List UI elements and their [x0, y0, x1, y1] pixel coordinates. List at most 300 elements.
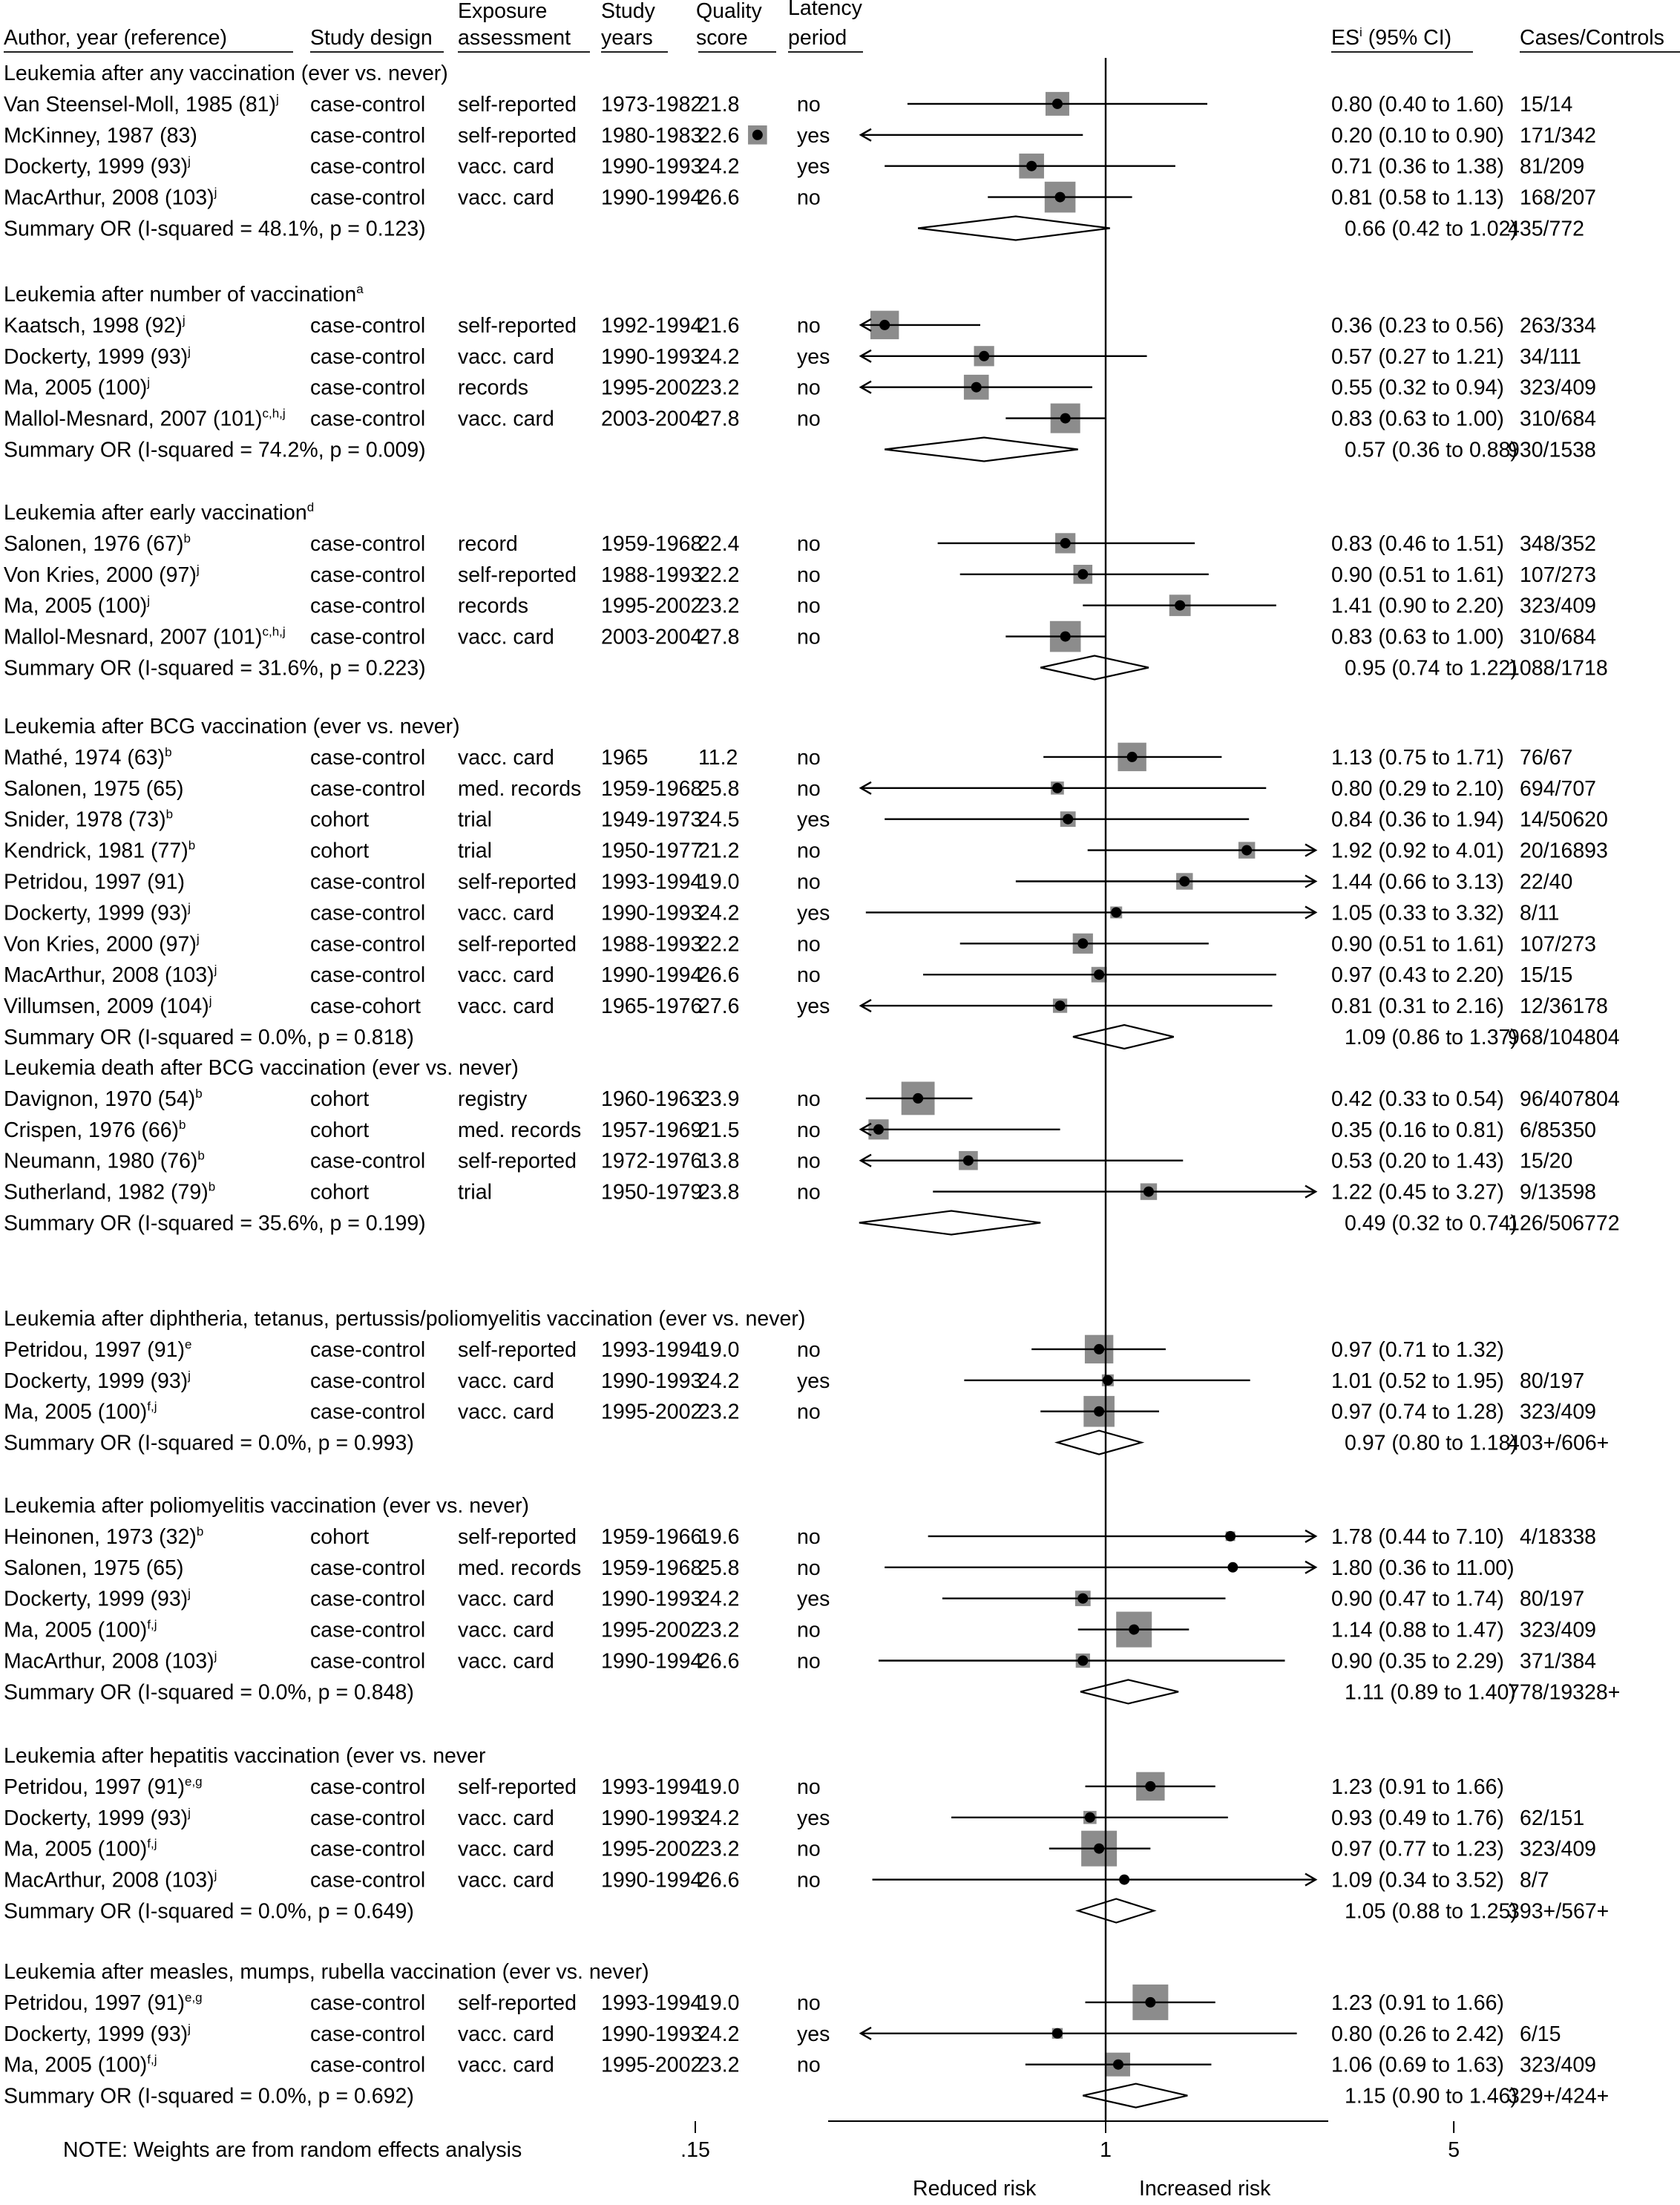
study-author: Crispen, 1976 $(66)^b$	[4, 1117, 186, 1142]
study-design: case-control	[310, 594, 426, 618]
effect-size-ci: 1.78 (0.44 to 7.10)	[1331, 1524, 1504, 1549]
study-design: case-control	[310, 932, 426, 957]
quality-score: 24.2	[698, 344, 740, 369]
study-years: 1990-1993	[601, 154, 703, 179]
point-estimate	[1119, 1875, 1129, 1885]
study-author: Dockerty, 1999 $(93)^j$	[4, 344, 191, 369]
point-estimate	[1094, 1344, 1104, 1354]
point-estimate	[963, 1156, 974, 1166]
group-6	[4, 1307, 1609, 1455]
cases-controls: 15/15	[1520, 963, 1573, 988]
study-years: 2003-2004	[601, 407, 703, 431]
cases-controls: 310/684	[1520, 407, 1597, 431]
study-design: case-control	[310, 1837, 426, 1861]
quality-score: 26.6	[698, 963, 740, 988]
exposure-assessment: vacc. card	[458, 995, 554, 1019]
study-design: cohort	[310, 1118, 370, 1142]
summary-diamond	[859, 1211, 1040, 1235]
summary-cases-controls: 435/772	[1508, 217, 1585, 241]
cases-controls: 15/20	[1520, 1149, 1573, 1173]
group-3	[4, 500, 1608, 681]
quality-score: 19.0	[698, 1337, 740, 1362]
study-years: 1959-1966	[601, 1524, 703, 1549]
study-row	[4, 1524, 1596, 1549]
point-estimate	[1055, 192, 1066, 203]
cases-controls: 6/15	[1520, 2022, 1561, 2046]
study-row	[4, 1118, 1596, 1142]
study-author: Davignon, 1970 $(54)^b$	[4, 1086, 203, 1111]
effect-size-ci: 0.80 (0.26 to 2.42)	[1331, 2022, 1504, 2046]
study-row	[4, 900, 1559, 925]
point-estimate	[1052, 783, 1063, 793]
quality-score: 23.8	[698, 1180, 740, 1205]
latency-period: no	[797, 594, 821, 618]
study-years: 1993-1994	[601, 870, 703, 894]
cases-controls: 6/85350	[1520, 1118, 1597, 1142]
study-years: 1973-1982	[601, 92, 703, 117]
study-years: 1957-1969	[601, 1118, 703, 1142]
effect-size-ci: 1.23 (0.91 to 1.66)	[1331, 1991, 1504, 2015]
point-estimate	[1055, 1000, 1066, 1011]
exposure-assessment: vacc. card	[458, 1369, 554, 1393]
summary-row	[4, 2084, 1609, 2109]
study-years: 1959-1968	[601, 776, 703, 801]
cases-controls: 694/707	[1520, 776, 1597, 801]
group-2	[4, 282, 1596, 462]
study-author: Mathé, 1974 $(63)^b$	[4, 744, 172, 770]
study-author: Mallol-Mesnard, 2007 $(101)^{c,h,j}$	[4, 624, 286, 649]
summary-label: Summary OR (I-squared = 0.0%, p = 0.818)	[4, 1026, 414, 1049]
study-author: Dockerty, 1999 $(93)^j$	[4, 1586, 191, 1611]
study-author: Ma, 2005 $(100)^j$	[4, 375, 151, 400]
study-author: Ma, 2005 $(100)^{f,j}$	[4, 1399, 157, 1424]
latency-period: no	[797, 1149, 821, 1173]
quality-score: 25.8	[698, 1556, 740, 1580]
latency-period: no	[797, 839, 821, 863]
exposure-assessment: self-reported	[458, 1337, 577, 1362]
header-row	[4, 0, 1680, 52]
exposure-assessment: trial	[458, 807, 492, 832]
x-tick-label: 5	[1448, 2138, 1460, 2162]
axis-label-reduced-risk: Reduced risk	[913, 2177, 1037, 2201]
exposure-assessment: vacc. card	[458, 1400, 554, 1424]
study-design: case-control	[310, 92, 426, 117]
point-estimate	[1145, 1781, 1155, 1792]
effect-size-ci: 0.97 (0.71 to 1.32)	[1331, 1337, 1504, 1362]
header-study-years: years	[601, 26, 653, 50]
effect-size-ci: 1.05 (0.33 to 3.32)	[1331, 901, 1504, 925]
summary-es-ci: 0.57 (0.36 to 0.88)	[1345, 438, 1517, 462]
group-title: Leukemia after measles, mumps, rubella vaccination (ever vs. never)	[4, 1960, 649, 1984]
study-author: MacArthur, 2008 $(103)^j$	[4, 1867, 217, 1893]
study-years: 1990-1994	[601, 186, 703, 210]
study-years: 1995-2002	[601, 1618, 703, 1642]
summary-cases-controls: 778/19328+	[1508, 1680, 1621, 1705]
latency-period: no	[797, 625, 821, 649]
study-years: 1995-2002	[601, 1400, 703, 1424]
group-1	[4, 62, 1596, 241]
header-latency: Latency	[788, 0, 862, 20]
quality-score: 23.2	[698, 376, 740, 400]
latency-period: yes	[797, 1806, 830, 1830]
study-row	[4, 994, 1608, 1018]
summary-es-ci: 0.97 (0.80 to 1.18)	[1345, 1431, 1517, 1455]
effect-size-ci: 0.55 (0.32 to 0.94)	[1331, 376, 1504, 400]
summary-label: Summary OR (I-squared = 0.0%, p = 0.692)	[4, 2084, 414, 2109]
exposure-assessment: registry	[458, 1087, 528, 1111]
study-author: Ma, 2005 $(100)^j$	[4, 593, 151, 618]
study-author: Von Kries, 2000 $(97)^j$	[4, 562, 200, 587]
point-estimate	[1129, 1625, 1139, 1635]
exposure-assessment: vacc. card	[458, 186, 554, 210]
weights-note: NOTE: Weights are from random effects analysis	[63, 2138, 522, 2162]
group-4	[4, 715, 1620, 1049]
effect-size-ci: 1.23 (0.91 to 1.66)	[1331, 1775, 1504, 1799]
exposure-assessment: vacc. card	[458, 625, 554, 649]
quality-score: 27.6	[698, 995, 740, 1019]
study-years: 1990-1994	[601, 1649, 703, 1674]
cases-controls: 371/384	[1520, 1649, 1597, 1674]
effect-size-ci: 1.22 (0.45 to 3.27)	[1331, 1180, 1504, 1205]
exposure-assessment: records	[458, 594, 529, 618]
study-author: MacArthur, 2008 $(103)^j$	[4, 963, 217, 988]
study-design: cohort	[310, 839, 370, 863]
study-row	[4, 1649, 1596, 1674]
effect-size-ci: 1.14 (0.88 to 1.47)	[1331, 1618, 1504, 1642]
cases-controls: 310/684	[1520, 625, 1597, 649]
summary-label: Summary OR (I-squared = 48.1%, p = 0.123)	[4, 217, 426, 241]
cases-controls: 323/409	[1520, 1400, 1597, 1424]
study-design: case-control	[310, 1775, 426, 1799]
study-row	[4, 1149, 1572, 1173]
group-8	[4, 1744, 1609, 1924]
study-author: Dockerty, 1999 $(93)^j$	[4, 2021, 191, 2046]
study-row	[4, 1369, 1584, 1393]
effect-size-ci: 0.84 (0.36 to 1.94)	[1331, 807, 1504, 832]
effect-size-ci: 0.80 (0.29 to 2.10)	[1331, 776, 1504, 801]
summary-cases-controls: 126/506772	[1508, 1211, 1620, 1236]
exposure-assessment: vacc. card	[458, 1587, 554, 1611]
summary-cases-controls: 403+/606+	[1508, 1431, 1610, 1455]
latency-period: no	[797, 1775, 821, 1799]
latency-period: no	[797, 1837, 821, 1861]
quality-score: 27.8	[698, 407, 740, 431]
study-row	[4, 1985, 1504, 2020]
point-estimate	[1077, 1593, 1088, 1604]
study-row	[4, 963, 1572, 987]
header-study-design: Study design	[310, 26, 433, 50]
header-es: $ES^i$ (95% CI)	[1331, 25, 1452, 50]
effect-size-ci: 0.90 (0.47 to 1.74)	[1331, 1587, 1504, 1611]
study-design: case-control	[310, 154, 426, 179]
latency-period: yes	[797, 807, 830, 832]
point-estimate	[1077, 569, 1088, 580]
study-years: 1995-2002	[601, 1837, 703, 1861]
group-title: Leukemia after hepatitis vaccination (ever vs. never	[4, 1744, 486, 1768]
group-5	[4, 1056, 1620, 1236]
effect-size-ci: 0.83 (0.63 to 1.00)	[1331, 625, 1504, 649]
summary-es-ci: 1.15 (0.90 to 1.46)	[1345, 2084, 1517, 2109]
exposure-assessment: record	[458, 531, 518, 556]
point-estimate	[1052, 2028, 1063, 2039]
header-exposure: Exposure	[458, 0, 548, 23]
effect-size-ci: 0.35 (0.16 to 0.81)	[1331, 1118, 1504, 1142]
exposure-assessment: vacc. card	[458, 1649, 554, 1674]
axis-label-increased-risk: Increased risk	[1139, 2177, 1271, 2201]
quality-score: 21.8	[698, 92, 740, 117]
study-row	[4, 1831, 1596, 1867]
summary-row	[4, 1899, 1609, 1924]
study-row	[4, 594, 1596, 618]
quality-score: 24.2	[698, 901, 740, 925]
quality-score: 27.8	[698, 625, 740, 649]
exposure-assessment: self-reported	[458, 563, 577, 587]
quality-score: 19.0	[698, 1991, 740, 2015]
point-estimate	[1103, 1375, 1113, 1386]
summary-diamond	[1040, 656, 1149, 680]
point-estimate	[1052, 99, 1063, 109]
effect-size-ci: 1.09 (0.34 to 3.52)	[1331, 1868, 1504, 1893]
summary-diamond	[1057, 1431, 1141, 1455]
cases-controls: 323/409	[1520, 2053, 1597, 2077]
cases-controls: 168/207	[1520, 186, 1597, 210]
exposure-assessment: vacc. card	[458, 2022, 554, 2046]
study-years: 1995-2002	[601, 376, 703, 400]
study-design: case-control	[310, 1806, 426, 1830]
summary-cases-controls: 968/104804	[1508, 1026, 1620, 1049]
study-design: case-control	[310, 531, 426, 556]
study-design: case-control	[310, 563, 426, 587]
cases-controls: 107/273	[1520, 563, 1597, 587]
study-row	[4, 1180, 1596, 1205]
cases-controls: 62/151	[1520, 1806, 1585, 1830]
quality-score: 26.6	[698, 1649, 740, 1674]
exposure-assessment: med. records	[458, 1118, 582, 1142]
point-estimate	[979, 351, 989, 361]
exposure-assessment: vacc. card	[458, 2053, 554, 2077]
study-years: 1995-2002	[601, 594, 703, 618]
study-author: Salonen, 1976 $(67)^b$	[4, 531, 191, 556]
quality-score: 22.4	[698, 531, 740, 556]
study-design: cohort	[310, 1180, 370, 1205]
effect-size-ci: 0.42 (0.33 to 0.54)	[1331, 1087, 1504, 1111]
effect-size-ci: 1.41 (0.90 to 2.20)	[1331, 594, 1504, 618]
study-design: case-control	[310, 1337, 426, 1362]
study-years: 1993-1994	[601, 1991, 703, 2015]
latency-period: no	[797, 1556, 821, 1580]
summary-es-ci: 0.95 (0.74 to 1.22)	[1345, 656, 1517, 681]
latency-period: no	[797, 776, 821, 801]
group-7	[4, 1494, 1620, 1704]
summary-cases-controls: 930/1538	[1508, 438, 1596, 462]
study-design: case-control	[310, 963, 426, 988]
summary-diamond	[1078, 1899, 1154, 1923]
effect-size-ci: 0.83 (0.46 to 1.51)	[1331, 531, 1504, 556]
quality-score: 22.6	[698, 123, 740, 148]
study-design: case-control	[310, 344, 426, 369]
exposure-assessment: vacc. card	[458, 745, 554, 770]
latency-period: yes	[797, 2022, 830, 2046]
study-design: cohort	[310, 1524, 370, 1549]
study-author: Petridou, 1997 $(91)^{e,g}$	[4, 1990, 203, 2015]
study-row	[4, 1772, 1504, 1801]
study-years: 1993-1994	[601, 1337, 703, 1362]
latency-period: no	[797, 870, 821, 894]
cases-controls: 107/273	[1520, 932, 1597, 957]
quality-score: 23.9	[698, 1087, 740, 1111]
study-years: 1990-1994	[601, 1868, 703, 1893]
study-years: 1990-1993	[601, 901, 703, 925]
study-row	[4, 311, 1596, 339]
study-row	[4, 1868, 1549, 1893]
quality-score: 21.5	[698, 1118, 740, 1142]
x-tick-label: 1	[1100, 2138, 1112, 2162]
latency-period: yes	[797, 123, 830, 148]
study-years: 1959-1968	[601, 1556, 703, 1580]
summary-label: Summary OR (I-squared = 74.2%, p = 0.009)	[4, 438, 426, 462]
study-years: 1995-2002	[601, 2053, 703, 2077]
exposure-assessment: vacc. card	[458, 1868, 554, 1893]
group-title: Leukemia after poliomyelitis vaccination (ever vs. never)	[4, 1494, 530, 1518]
effect-size-ci: 1.44 (0.66 to 3.13)	[1331, 870, 1504, 894]
effect-size-ci: 0.57 (0.27 to 1.21)	[1331, 344, 1504, 369]
study-row	[4, 931, 1596, 956]
point-estimate	[752, 130, 763, 140]
study-design: case-control	[310, 1618, 426, 1642]
study-row	[4, 344, 1581, 369]
study-author: Neumann, 1980 $(76)^b$	[4, 1148, 205, 1173]
quality-score: 24.2	[698, 1806, 740, 1830]
quality-score: 19.0	[698, 870, 740, 894]
study-design: case-control	[310, 2053, 426, 2077]
point-estimate	[1227, 1562, 1238, 1573]
summary-diamond	[918, 217, 1110, 240]
effect-size-ci: 0.80 (0.40 to 1.60)	[1331, 92, 1504, 117]
study-design: case-control	[310, 123, 426, 148]
summary-es-ci: 1.05 (0.88 to 1.25)	[1345, 1899, 1517, 1924]
latency-period: yes	[797, 901, 830, 925]
cases-controls: 22/40	[1520, 870, 1573, 894]
summary-row	[4, 656, 1608, 681]
summary-row	[4, 438, 1596, 462]
study-row	[4, 375, 1596, 400]
summary-cases-controls: 393+/567+	[1508, 1899, 1610, 1924]
summary-diamond	[885, 438, 1078, 462]
study-design: case-control	[310, 1556, 426, 1580]
study-author: Villumsen, 2009 $(104)^j$	[4, 994, 212, 1019]
latency-period: no	[797, 1087, 821, 1111]
quality-score: 23.2	[698, 1837, 740, 1861]
exposure-assessment: vacc. card	[458, 901, 554, 925]
summary-cases-controls: 1088/1718	[1508, 656, 1608, 681]
latency-period: no	[797, 745, 821, 770]
cases-controls: 323/409	[1520, 1837, 1597, 1861]
exposure-assessment: vacc. card	[458, 963, 554, 988]
study-row	[4, 777, 1596, 801]
summary-es-ci: 1.11 (0.89 to 1.40)	[1345, 1680, 1516, 1705]
study-row	[4, 182, 1596, 213]
study-row	[4, 1587, 1584, 1611]
study-row	[4, 1335, 1504, 1363]
study-years: 1960-1963	[601, 1087, 703, 1111]
study-design: case-control	[310, 313, 426, 338]
study-author: MacArthur, 2008 $(103)^j$	[4, 185, 217, 210]
study-years: 1972-1976	[601, 1149, 703, 1173]
latency-period: yes	[797, 344, 830, 369]
exposure-assessment: self-reported	[458, 92, 577, 117]
study-author: Dockerty, 1999 $(93)^j$	[4, 900, 191, 925]
point-estimate	[913, 1093, 923, 1104]
study-years: 1965-1976	[601, 995, 703, 1019]
effect-size-ci: 1.92 (0.92 to 4.01)	[1331, 839, 1504, 863]
effect-size-ci: 0.90 (0.51 to 1.61)	[1331, 932, 1504, 957]
effect-size-ci: 1.01 (0.52 to 1.95)	[1331, 1369, 1504, 1393]
point-estimate	[1085, 1812, 1095, 1823]
study-author: Ma, 2005 $(100)^{f,j}$	[4, 1836, 157, 1861]
exposure-assessment: trial	[458, 839, 492, 863]
quality-score: 21.6	[698, 313, 740, 338]
study-years: 1965	[601, 745, 649, 770]
point-estimate	[1026, 161, 1037, 171]
effect-size-ci: 0.97 (0.74 to 1.28)	[1331, 1400, 1504, 1424]
quality-score: 22.2	[698, 563, 740, 587]
group-9	[4, 1960, 1609, 2109]
quality-score: 26.6	[698, 1868, 740, 1893]
study-author: Dockerty, 1999 $(93)^j$	[4, 1805, 191, 1830]
latency-period: no	[797, 1991, 821, 2015]
study-row	[4, 871, 1572, 894]
study-design: cohort	[310, 807, 370, 832]
study-row	[4, 404, 1596, 433]
study-years: 1990-1993	[601, 2022, 703, 2046]
header-quality-score: score	[696, 26, 748, 50]
quality-score: 23.2	[698, 2053, 740, 2077]
cases-controls: 323/409	[1520, 1618, 1597, 1642]
point-estimate	[1077, 1656, 1088, 1666]
point-estimate	[1060, 632, 1071, 642]
study-author: Petridou, 1997 $(91)^{e,g}$	[4, 1774, 203, 1799]
study-design: case-control	[310, 625, 426, 649]
study-design: case-control	[310, 1149, 426, 1173]
study-years: 1950-1979	[601, 1180, 703, 1205]
exposure-assessment: self-reported	[458, 123, 577, 148]
effect-size-ci: 0.90 (0.35 to 2.29)	[1331, 1649, 1504, 1674]
summary-label: Summary OR (I-squared = 0.0%, p = 0.993)	[4, 1431, 414, 1455]
study-author: MacArthur, 2008 $(103)^j$	[4, 1648, 217, 1674]
effect-size-ci: 1.06 (0.69 to 1.63)	[1331, 2053, 1504, 2077]
point-estimate	[1143, 1187, 1154, 1197]
latency-period: no	[797, 1649, 821, 1674]
exposure-assessment: self-reported	[458, 1149, 577, 1173]
exposure-assessment: vacc. card	[458, 1618, 554, 1642]
point-estimate	[1060, 538, 1071, 548]
cases-controls: 263/334	[1520, 313, 1597, 338]
quality-score: 23.2	[698, 1618, 740, 1642]
quality-score: 19.6	[698, 1524, 740, 1549]
cases-controls: 81/209	[1520, 154, 1585, 179]
effect-size-ci: 0.97 (0.77 to 1.23)	[1331, 1837, 1504, 1861]
x-tick-label: .15	[680, 2138, 710, 2162]
effect-size-ci: 0.97 (0.43 to 2.20)	[1331, 963, 1504, 988]
group-title: Leukemia after early vaccination$^d$	[4, 500, 315, 525]
study-row	[4, 2053, 1596, 2077]
study-design: cohort	[310, 1087, 370, 1111]
point-estimate	[1063, 814, 1073, 825]
study-years: 1993-1994	[601, 1775, 703, 1799]
latency-period: no	[797, 407, 821, 431]
effect-size-ci: 0.36 (0.23 to 0.56)	[1331, 313, 1504, 338]
study-years: 1980-1983	[601, 123, 703, 148]
